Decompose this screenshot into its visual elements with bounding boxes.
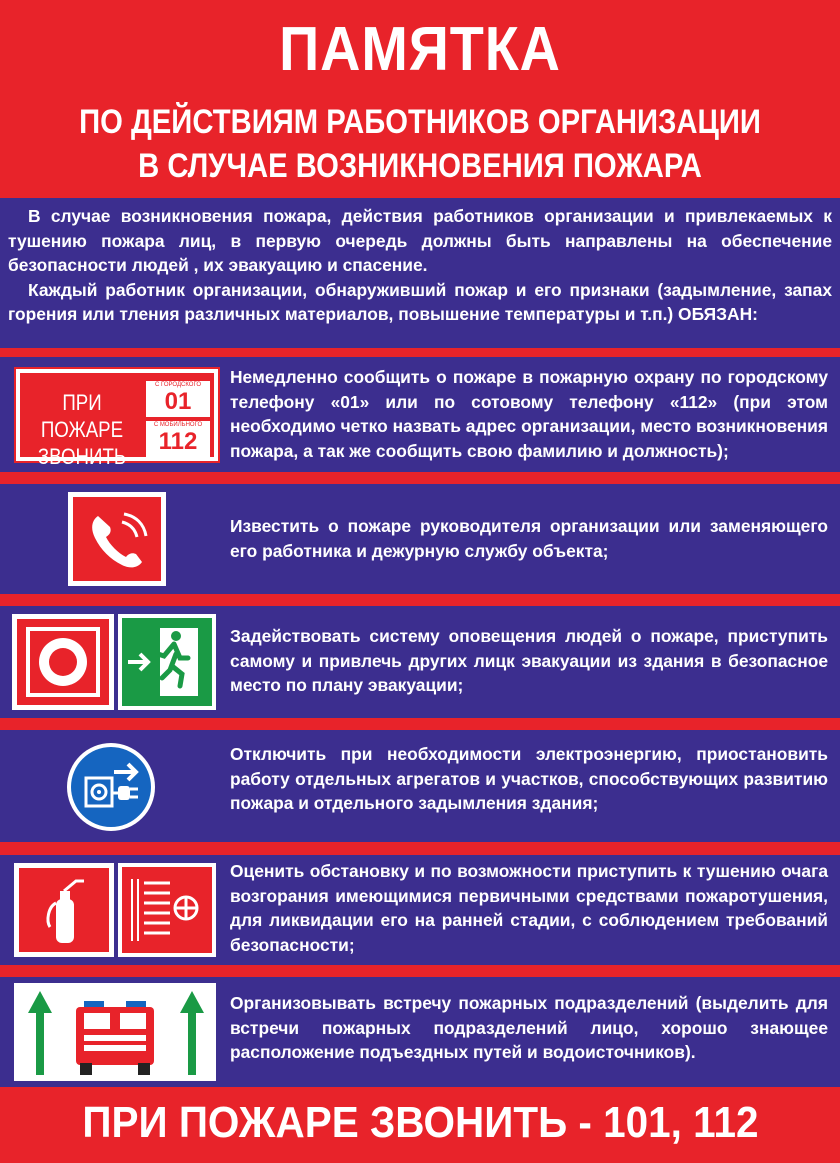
mobile-label: С МОБИЛЬНОГО [153, 422, 203, 428]
intro-block [0, 198, 840, 348]
fire-alarm-button-icon [12, 614, 114, 710]
city-number: 01 [164, 388, 192, 415]
instruction-row-3 [0, 606, 840, 718]
footer-call-banner [0, 1098, 840, 1148]
intro-paragraph-1: В случае возникновения пожара, действия работников организации и привлекаемых к тушению пожара лиц, в первую очередь должны быть направлены на обеспечение безопасности людей , их эвакуацию и спасение. [8, 206, 832, 275]
instruction-row-2 [0, 484, 840, 594]
mobile-number: 112 [158, 428, 198, 455]
city-label: С ГОРОДСКОГО [154, 382, 202, 388]
arrow-up-icon [180, 991, 204, 1075]
instruction-text-2: Известить о пожаре руководителя организации или заменяющего его работника и дежурную службу объекта; [230, 516, 828, 561]
page-subtitle [0, 100, 840, 188]
fire-truck-sign [14, 983, 216, 1081]
arrow-up-icon [28, 991, 52, 1075]
call-sign-line-1: ПРИ ПОЖАРЕ [40, 390, 124, 442]
instruction-row-6 [0, 977, 840, 1087]
instruction-text-4: Отключить при необходимости электроэнергию, приостановить работу отдельных агрегатов и участков, способствующих развитию пожара и отдельного задымления здания; [230, 744, 828, 813]
fire-call-sign [14, 367, 220, 469]
fire-extinguisher-icon [14, 863, 114, 957]
instruction-text-1: Немедленно сообщить о пожаре в пожарную охрану по городскому телефону «01» или по сотовому телефону «112» (при этом необходимо четко назвать адрес организации, место возникновения пожара, а так же сообщить свою фамилию и должность); [230, 367, 828, 461]
subtitle-line-1: ПО ДЕЙСТВИЯМ РАБОТНИКОВ ОРГАНИЗАЦИИ [79, 103, 761, 141]
subtitle-line-2: В СЛУЧАЕ ВОЗНИКНОВЕНИЯ ПОЖАРА [138, 147, 702, 185]
disconnect-power-icon [66, 742, 156, 832]
fire-hose-icon [118, 863, 216, 957]
instruction-text-3: Задействовать систему оповещения людей о пожаре, приступить самому и привлечь других лицк эвакуации из здания в безопасное место по плану эвакуации; [230, 626, 828, 695]
instruction-text-6: Организовывать встречу пожарных подразделений (выделить для встречи пожарных подразделений лицо, хорошо знающее расположение подъездных путей и водоисточников). [230, 993, 828, 1062]
instruction-row-5 [0, 855, 840, 965]
phone-icon [68, 492, 166, 586]
emergency-exit-icon [118, 614, 216, 710]
intro-paragraph-2: Каждый работник организации, обнаруживший пожар и его признаки (задымление, запах горения или тления различных материалов, повышение температуры и т.п.) ОБЯЗАН: [8, 279, 832, 324]
footer-text: ПРИ ПОЖАРЕ ЗВОНИТЬ - 101, 112 [81, 1098, 759, 1147]
fire-truck-icon [76, 1001, 154, 1075]
instruction-text-5: Оценить обстановку и по возможности приступить к тушению очага возгорания имеющимися первичными средствами пожаротушения, для ликвидации его на ранней стадии, с соблюдением требований безопасности; [230, 861, 828, 955]
instruction-row-1 [0, 357, 840, 472]
page-title: ПАМЯТКА [279, 15, 561, 84]
instruction-row-4 [0, 730, 840, 842]
call-sign-line-2: ЗВОНИТЬ [37, 444, 127, 469]
